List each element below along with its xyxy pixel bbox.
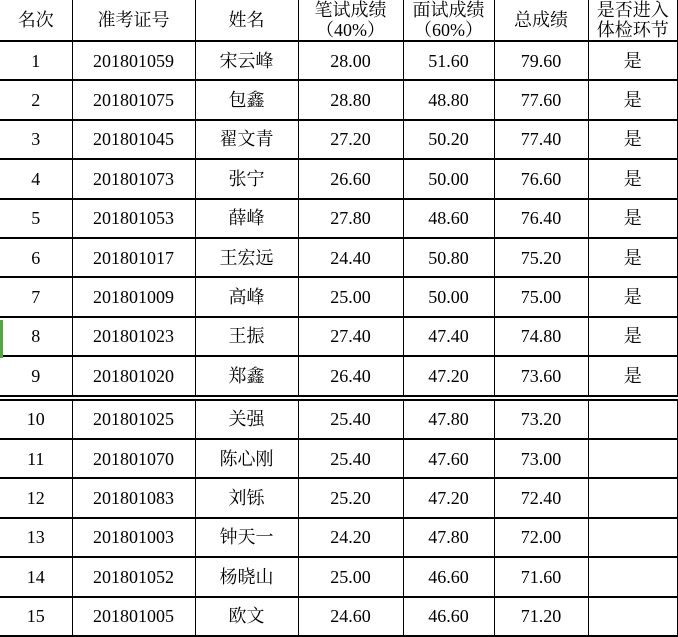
cell-total-score: 75.00 — [494, 277, 588, 316]
cell-written-score: 27.20 — [298, 120, 403, 159]
cell-written-score: 28.80 — [298, 80, 403, 119]
cell-rank: 13 — [0, 518, 72, 557]
cell-medical-check: 是 — [588, 277, 678, 316]
cell-medical-check: 是 — [588, 356, 678, 397]
cell-written-score: 25.00 — [298, 277, 403, 316]
cell-total-score: 73.60 — [494, 356, 588, 397]
cell-interview-score: 47.40 — [403, 317, 494, 356]
header-interview-score-weight: （60%） — [414, 20, 483, 40]
cell-total-score: 72.00 — [494, 518, 588, 557]
table-row — [0, 238, 678, 277]
cell-rank: 5 — [0, 199, 72, 238]
cell-medical-check: 是 — [588, 317, 678, 356]
cell-interview-score: 50.20 — [403, 120, 494, 159]
cell-written-score: 24.60 — [298, 597, 403, 637]
cell-written-score: 26.40 — [298, 356, 403, 397]
cell-written-score: 25.00 — [298, 557, 403, 596]
cell-interview-score: 50.00 — [403, 277, 494, 316]
header-name — [195, 0, 298, 41]
cell-name: 王宏远 — [195, 238, 298, 277]
cell-name: 杨晓山 — [195, 557, 298, 596]
table-row — [0, 277, 678, 316]
cell-rank: 2 — [0, 80, 72, 119]
cell-name: 宋云峰 — [195, 41, 298, 80]
cell-interview-score: 47.80 — [403, 398, 494, 439]
cell-exam-id: 201801073 — [72, 159, 195, 198]
cell-name: 王振 — [195, 317, 298, 356]
cell-name: 欧文 — [195, 597, 298, 637]
cell-exam-id: 201801070 — [72, 439, 195, 478]
cell-name: 薛峰 — [195, 199, 298, 238]
cell-medical-check — [588, 518, 678, 557]
table-row — [0, 557, 678, 596]
cell-interview-score: 48.60 — [403, 199, 494, 238]
cell-medical-check: 是 — [588, 199, 678, 238]
cell-written-score: 26.60 — [298, 159, 403, 198]
cell-written-score: 28.00 — [298, 41, 403, 80]
cell-medical-check — [588, 439, 678, 478]
cell-rank: 15 — [0, 597, 72, 637]
header-total-score-label: 总成绩 — [514, 10, 568, 30]
cell-rank: 11 — [0, 439, 72, 478]
cell-medical-check — [588, 398, 678, 439]
cell-exam-id: 201801023 — [72, 317, 195, 356]
header-written-score-label: 笔试成绩 — [314, 0, 387, 20]
cell-rank: 14 — [0, 557, 72, 596]
table-row — [0, 478, 678, 517]
cell-interview-score: 51.60 — [403, 41, 494, 80]
cell-name: 高峰 — [195, 277, 298, 316]
cell-medical-check — [588, 557, 678, 596]
cell-written-score: 25.40 — [298, 439, 403, 478]
cell-rank: 4 — [0, 159, 72, 198]
cell-rank: 7 — [0, 277, 72, 316]
cell-written-score: 27.80 — [298, 199, 403, 238]
cell-total-score: 76.40 — [494, 199, 588, 238]
cell-rank: 1 — [0, 41, 72, 80]
cell-total-score: 71.60 — [494, 557, 588, 596]
table-row — [0, 80, 678, 119]
cell-exam-id: 201801003 — [72, 518, 195, 557]
cell-written-score: 25.40 — [298, 398, 403, 439]
cell-total-score: 74.80 — [494, 317, 588, 356]
cell-interview-score: 46.60 — [403, 557, 494, 596]
header-medical-check — [588, 0, 678, 41]
cell-rank: 8 — [0, 317, 72, 356]
cell-exam-id: 201801005 — [72, 597, 195, 637]
cell-interview-score: 47.60 — [403, 439, 494, 478]
cell-exam-id: 201801083 — [72, 478, 195, 517]
cell-medical-check: 是 — [588, 80, 678, 119]
cell-exam-id: 201801075 — [72, 80, 195, 119]
table-row — [0, 120, 678, 159]
table-row — [0, 518, 678, 557]
header-medical-check-label-2: 体检环节 — [596, 20, 669, 40]
cell-interview-score: 48.80 — [403, 80, 494, 119]
cell-written-score: 24.40 — [298, 238, 403, 277]
table-row — [0, 159, 678, 198]
cell-total-score: 73.00 — [494, 439, 588, 478]
cell-name: 陈心刚 — [195, 439, 298, 478]
cell-total-score: 75.20 — [494, 238, 588, 277]
cell-total-score: 77.40 — [494, 120, 588, 159]
cell-interview-score: 50.00 — [403, 159, 494, 198]
cell-exam-id: 201801020 — [72, 356, 195, 397]
cell-exam-id: 201801009 — [72, 277, 195, 316]
table-row — [0, 398, 678, 439]
table-row — [0, 597, 678, 637]
cell-exam-id: 201801053 — [72, 199, 195, 238]
header-row — [0, 0, 678, 41]
cell-name: 钟天一 — [195, 518, 298, 557]
cell-interview-score: 47.20 — [403, 356, 494, 397]
header-written-score-weight: （40%） — [316, 20, 385, 40]
cell-name: 张宁 — [195, 159, 298, 198]
header-total-score — [494, 0, 588, 41]
table-row — [0, 199, 678, 238]
cell-interview-score: 47.20 — [403, 478, 494, 517]
cell-rank: 10 — [0, 398, 72, 439]
header-exam-id-label: 准考证号 — [97, 10, 170, 30]
table-row-cutoff — [0, 356, 678, 397]
cell-interview-score: 46.60 — [403, 597, 494, 637]
cell-medical-check — [588, 478, 678, 517]
cell-medical-check: 是 — [588, 238, 678, 277]
cell-exam-id: 201801059 — [72, 41, 195, 80]
cell-written-score: 24.20 — [298, 518, 403, 557]
header-rank — [0, 0, 72, 41]
header-interview-score-label: 面试成绩 — [412, 0, 485, 20]
cell-name: 郑鑫 — [195, 356, 298, 397]
cell-total-score: 73.20 — [494, 398, 588, 439]
cell-total-score: 77.60 — [494, 80, 588, 119]
cell-exam-id: 201801045 — [72, 120, 195, 159]
cell-written-score: 27.40 — [298, 317, 403, 356]
cell-exam-id: 201801017 — [72, 238, 195, 277]
cell-name: 翟文青 — [195, 120, 298, 159]
cell-medical-check: 是 — [588, 120, 678, 159]
header-written-score — [298, 0, 403, 41]
cell-total-score: 76.60 — [494, 159, 588, 198]
cell-exam-id: 201801025 — [72, 398, 195, 439]
row-highlight-marker — [0, 320, 3, 358]
header-medical-check-label-1: 是否进入 — [596, 0, 669, 20]
table-row — [0, 41, 678, 80]
cell-interview-score: 50.80 — [403, 238, 494, 277]
cell-medical-check — [588, 597, 678, 637]
cell-rank: 6 — [0, 238, 72, 277]
header-rank-label: 名次 — [17, 10, 54, 30]
header-interview-score — [403, 0, 494, 41]
cell-rank: 3 — [0, 120, 72, 159]
cell-interview-score: 47.80 — [403, 518, 494, 557]
table-row — [0, 439, 678, 478]
cell-exam-id: 201801052 — [72, 557, 195, 596]
table-row-highlighted — [0, 317, 678, 356]
cell-total-score: 71.20 — [494, 597, 588, 637]
cell-rank: 12 — [0, 478, 72, 517]
header-name-label: 姓名 — [228, 10, 265, 30]
cell-rank: 9 — [0, 356, 72, 397]
cell-medical-check: 是 — [588, 41, 678, 80]
cell-total-score: 79.60 — [494, 41, 588, 80]
cell-total-score: 72.40 — [494, 478, 588, 517]
cell-medical-check: 是 — [588, 159, 678, 198]
cell-name: 包鑫 — [195, 80, 298, 119]
cell-written-score: 25.20 — [298, 478, 403, 517]
cell-name: 刘铄 — [195, 478, 298, 517]
header-exam-id — [72, 0, 195, 41]
cell-name: 关强 — [195, 398, 298, 439]
